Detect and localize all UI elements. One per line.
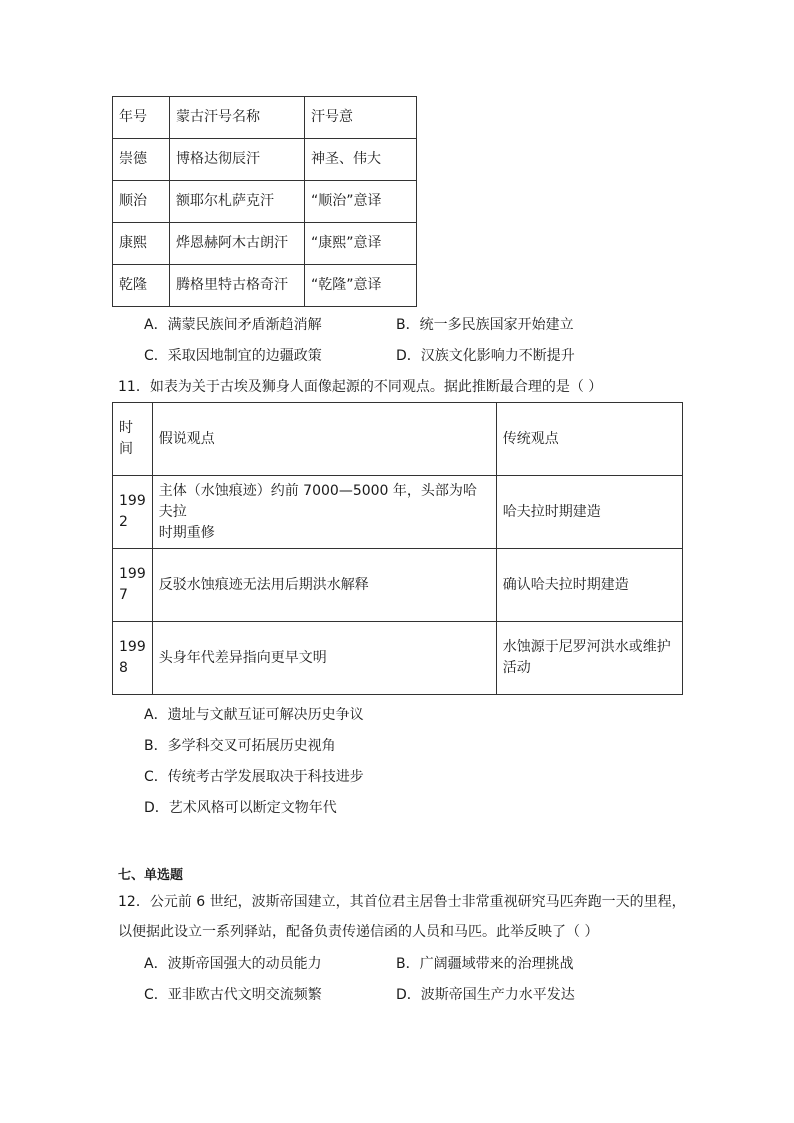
- table-row: [113, 223, 417, 265]
- table-header-cell: 汗号意: [305, 97, 417, 139]
- hypothesis-line1: 头身年代差异指向更早文明: [158, 649, 327, 666]
- tradition-cell: [496, 476, 682, 549]
- hypothesis-cell: [152, 622, 496, 695]
- table-cell: 博格达彻辰汗: [170, 139, 305, 181]
- tradition-line1: 哈夫拉时期建造: [502, 503, 601, 520]
- table-row: [113, 265, 417, 307]
- table-row: [113, 139, 417, 181]
- q11-option-c: C．传统考古学发展取决于科技进步: [144, 769, 364, 785]
- q12-option-b: B．广阔疆域带来的治理挑战: [396, 956, 574, 972]
- hypothesis-cell: [152, 476, 496, 549]
- table-cell: 神圣、伟大: [305, 139, 417, 181]
- q12-stem-line2: 以便据此设立一系列驿站，配备负责传递信函的人员和马匹。此举反映了（ ）: [118, 924, 599, 940]
- tradition-line1: 确认哈夫拉时期建造: [502, 576, 629, 593]
- table-header-cell: 假说观点: [152, 403, 496, 476]
- year-cell: [113, 476, 153, 549]
- time-header-part1: 时: [119, 420, 133, 436]
- hypothesis-line1: 主体（水蚀痕迹）约前 7000—5000 年，头部为哈夫拉: [158, 482, 477, 520]
- reign-title-table: [112, 96, 417, 307]
- table-header-row: [113, 97, 417, 139]
- table-cell: 烨恩赫阿木古朗汗: [170, 223, 305, 265]
- table-cell: 额耶尔札萨克汗: [170, 181, 305, 223]
- table-header-cell: 蒙古汗号名称: [170, 97, 305, 139]
- table-row: [113, 476, 683, 549]
- q12-option-a: A．波斯帝国强大的动员能力: [144, 956, 322, 972]
- table-header-cell: 年号: [113, 97, 170, 139]
- table-row: [113, 622, 683, 695]
- year-cell: [113, 549, 153, 622]
- sphinx-origin-table: [112, 402, 683, 695]
- tradition-cell: [496, 622, 682, 695]
- q11-stem: 11．如表为关于古埃及狮身人面像起源的不同观点。据此推断最合理的是（ ）: [118, 379, 603, 395]
- q10-option-c: C．采取因地制宜的边疆政策: [144, 348, 322, 364]
- q12-option-d: D．波斯帝国生产力水平发达: [396, 987, 575, 1003]
- q12-stem-line1: 12．公元前 6 世纪，波斯帝国建立，其首位君主居鲁士非常重视研究马匹奔跑一天的里程，: [118, 894, 686, 910]
- table-header-row: [113, 403, 683, 476]
- table-row: [113, 181, 417, 223]
- hypothesis-line1: 反驳水蚀痕迹无法用后期洪水解释: [158, 576, 369, 593]
- hypothesis-line2: 时期重修: [158, 524, 215, 541]
- table-header-cell: 传统观点: [496, 403, 682, 476]
- q10-option-d: D．汉族文化影响力不断提升: [396, 348, 575, 364]
- q10-option-a: A．满蒙民族间矛盾渐趋消解: [144, 317, 322, 333]
- time-header-part2: 间: [119, 441, 133, 457]
- table-header-cell: [113, 403, 153, 476]
- tradition-cell: [496, 549, 682, 622]
- q12-option-c: C．亚非欧古代文明交流频繁: [144, 987, 322, 1003]
- table-cell: “乾隆”意译: [305, 265, 417, 307]
- tradition-line2: 活动: [502, 660, 531, 676]
- table-cell: 崇德: [113, 139, 170, 181]
- table-cell: 腾格里特古格奇汗: [170, 265, 305, 307]
- table-row: [113, 549, 683, 622]
- year-part2: 7: [119, 587, 128, 603]
- year-cell: [113, 622, 153, 695]
- q11-option-b: B．多学科交叉可拓展历史视角: [144, 738, 336, 754]
- section-heading: 七、单选题: [118, 868, 184, 883]
- q10-option-b: B．统一多民族国家开始建立: [396, 317, 574, 333]
- year-part2: 8: [119, 660, 128, 676]
- table-cell: “康熙”意译: [305, 223, 417, 265]
- year-part1: 199: [119, 639, 146, 655]
- year-part1: 199: [119, 566, 146, 582]
- tradition-line1: 水蚀源于尼罗河洪水或维护: [502, 639, 671, 655]
- table-cell: 康熙: [113, 223, 170, 265]
- q11-option-d: D．艺术风格可以断定文物年代: [144, 800, 337, 816]
- hypothesis-cell: [152, 549, 496, 622]
- table-cell: “顺治”意译: [305, 181, 417, 223]
- q11-option-a: A．遗址与文献互证可解决历史争议: [144, 707, 364, 723]
- table-cell: 乾隆: [113, 265, 170, 307]
- table-cell: 顺治: [113, 181, 170, 223]
- year-part2: 2: [119, 514, 128, 530]
- year-part1: 199: [119, 493, 146, 509]
